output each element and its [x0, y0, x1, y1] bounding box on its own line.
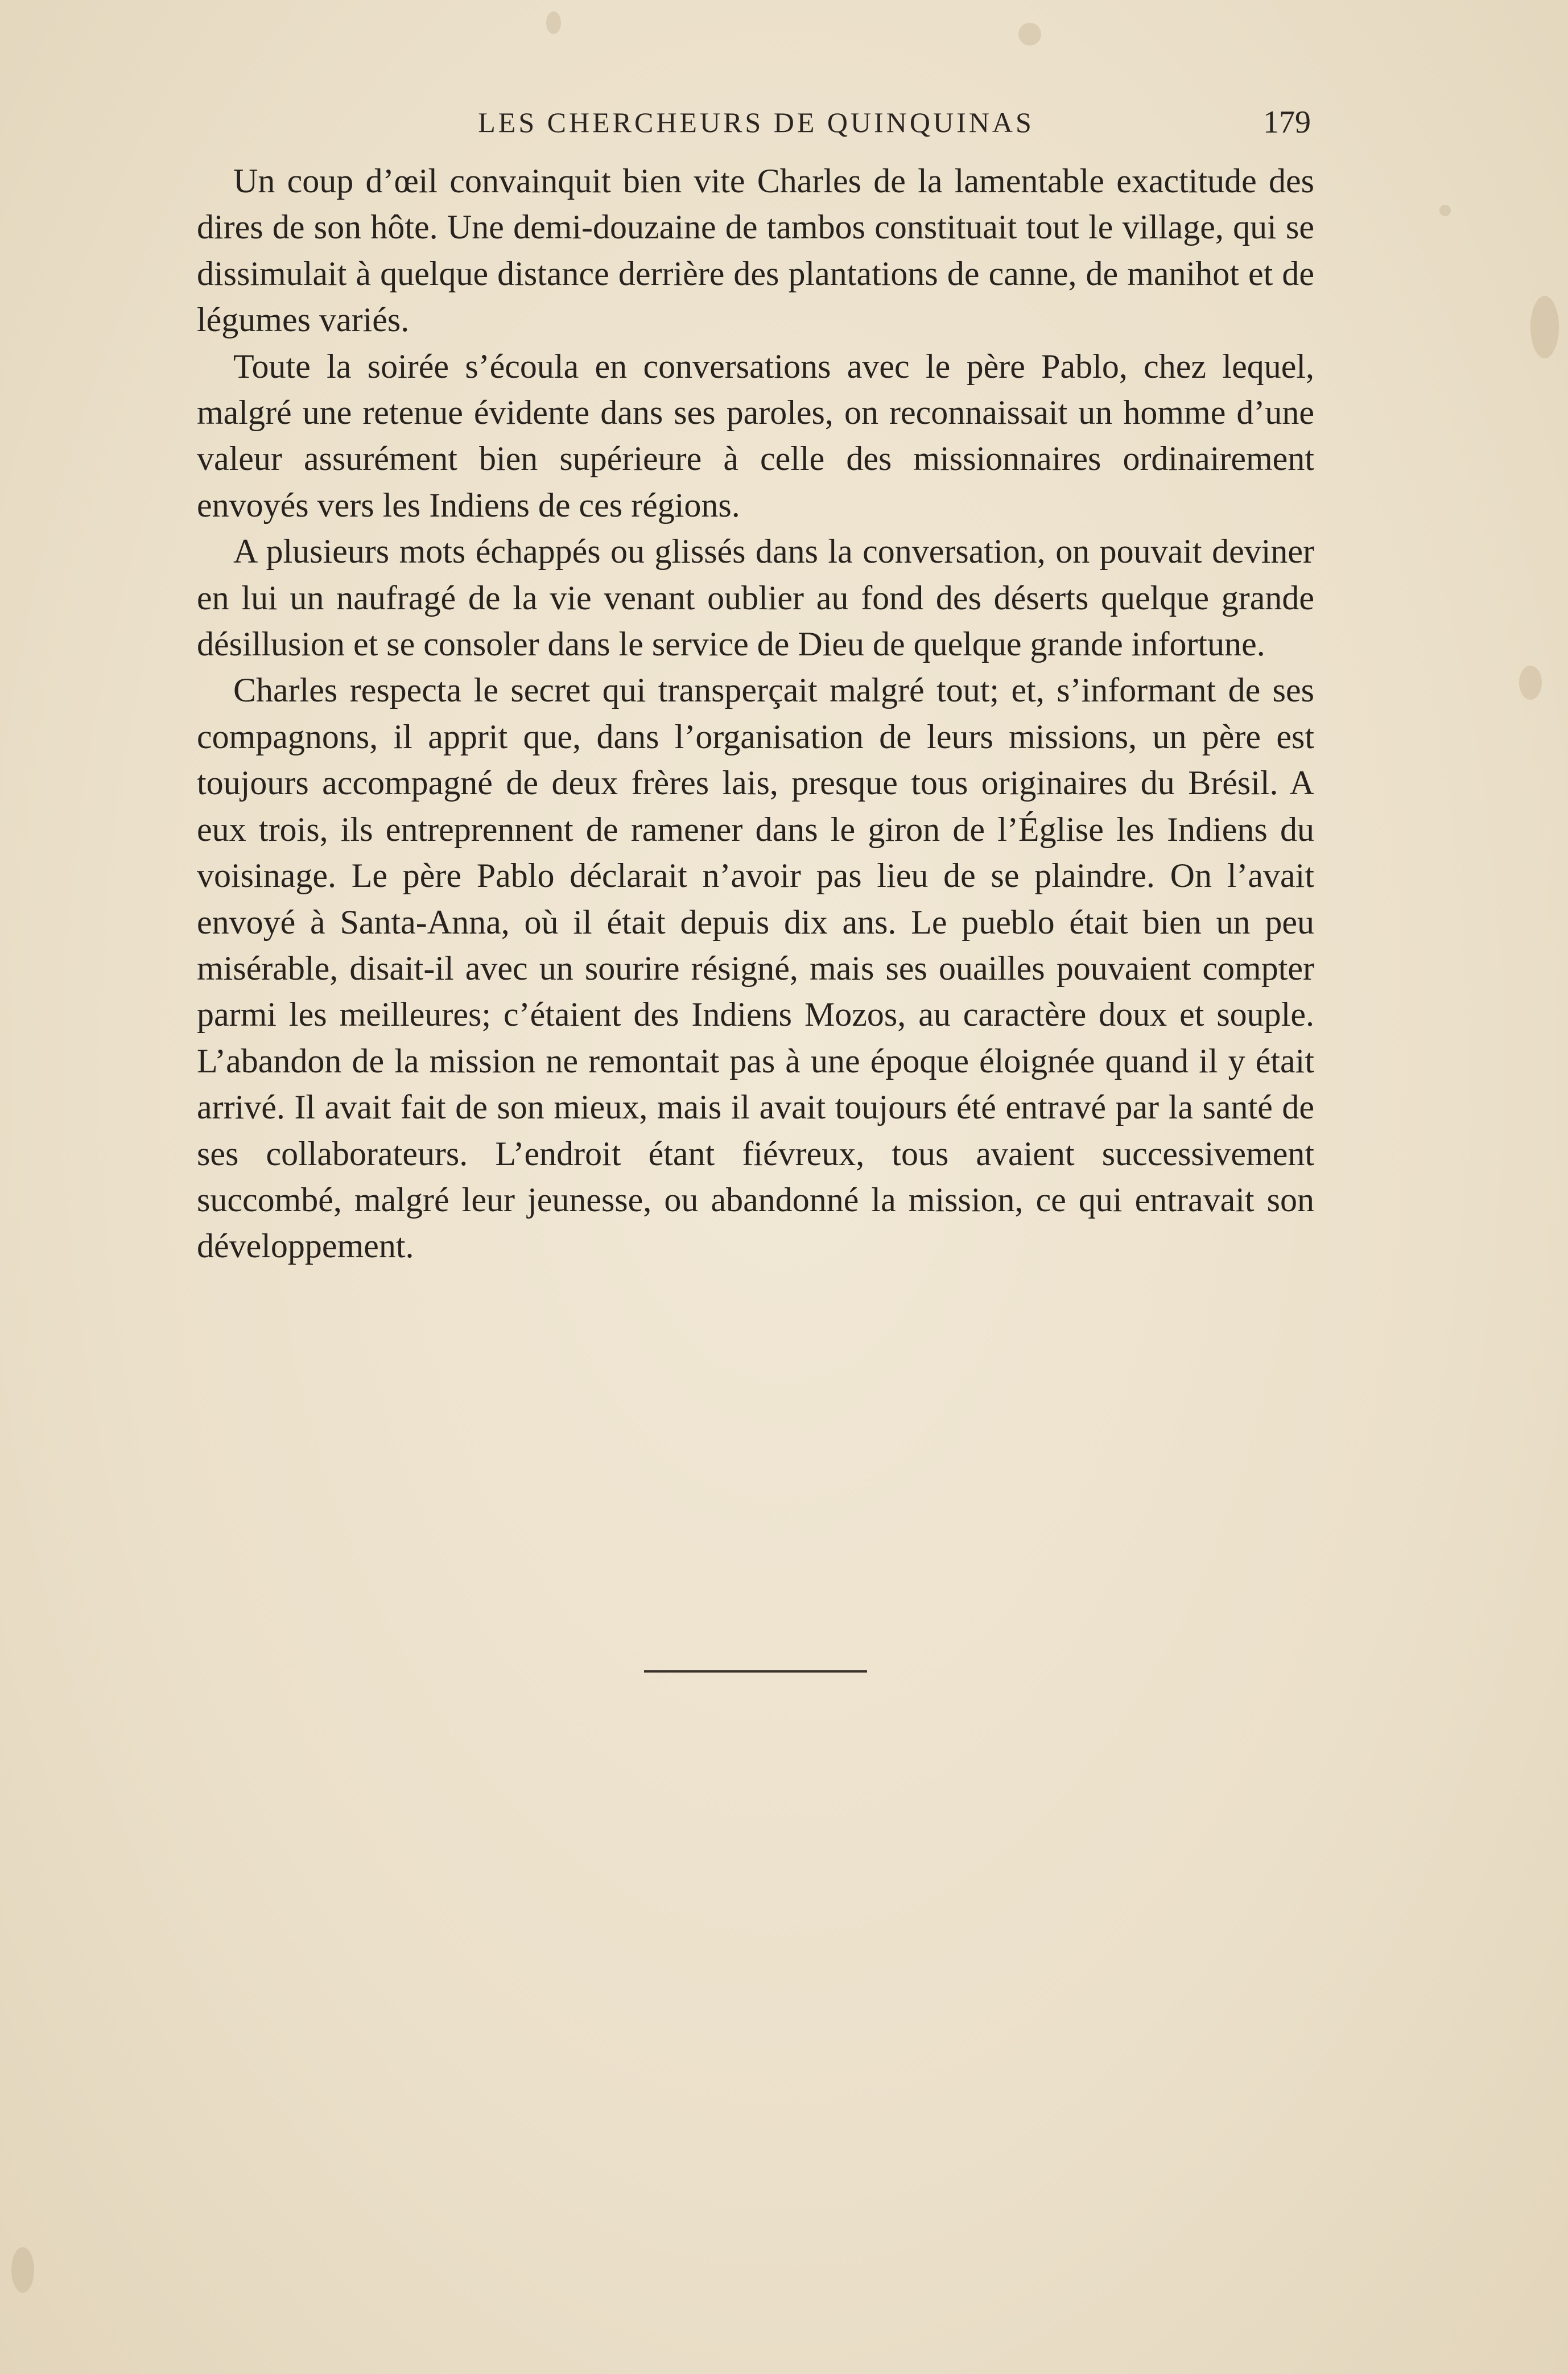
paper-stain [11, 2247, 34, 2293]
paragraph: A plusieurs mots échappés ou glissés dans la conversation, on pouvait deviner en lui un naufragé de la vie venant oublier au fond des déserts quelque grande désillusion et se consoler dans le service de Dieu de quelque grande infortune. [197, 532, 1314, 663]
paper-stain [546, 11, 561, 34]
paragraph: Un coup d’œil convainquit bien vite Charles de la lamentable exactitude des dires de son hôte. Une demi-douzaine de tambos constituait tout le village, qui se dissimulait à quelque distance derrière des plantations de canne, de manihot et de légumes variés. [197, 162, 1314, 339]
paper-stain [1439, 205, 1451, 216]
paper-stain [1530, 296, 1559, 358]
end-of-chapter-rule [644, 1670, 867, 1673]
running-head [201, 97, 1311, 148]
paper-stain [1018, 23, 1041, 46]
running-title: LES CHERCHEURS DE QUINQUINAS [478, 106, 1034, 138]
paragraph: Toute la soirée s’écoula en conversations avec le père Pablo, chez lequel, malgré une retenue évidente dans ses paroles, on reconnaissait un homme d’une valeur assurément bien supérieure à celle des missionnaires ordinairement envoyés vers les Indiens de ces régions. [197, 347, 1314, 524]
body-text [197, 158, 1314, 1270]
paragraph: Charles respecta le secret qui transperçait malgré tout; et, s’informant de ses compagnons, il apprit que, dans l’organisation de leurs missions, un père est toujours accompagné de deux frères lais, presque tous originaires du Brésil. A eux trois, ils entreprennent de ramener dans le giron de l’Église les Indiens du voisinage. Le père Pablo déclarait n’avoir pas lieu de se plaindre. On l’avait envoyé à Santa-Anna, où il était depuis dix ans. Le pueblo était bien un peu misérable, disait-il avec un sourire résigné, mais ses ouailles pouvaient compter parmi les meilleures; c’étaient des Indiens Mozos, au caractère doux et souple. L’abandon de la mission ne remontait pas à une époque éloignée quand il y était arrivé. Il avait fait de son mieux, mais il avait toujours été entravé par la santé de ses collaborateurs. L’endroit étant fiévreux, tous avaient successivement succombé, malgré leur jeunesse, ou abandonné la mission, ce qui entravait son développement. [197, 671, 1314, 1265]
paper-stain [1519, 666, 1542, 700]
page-number: 179 [1263, 105, 1311, 140]
